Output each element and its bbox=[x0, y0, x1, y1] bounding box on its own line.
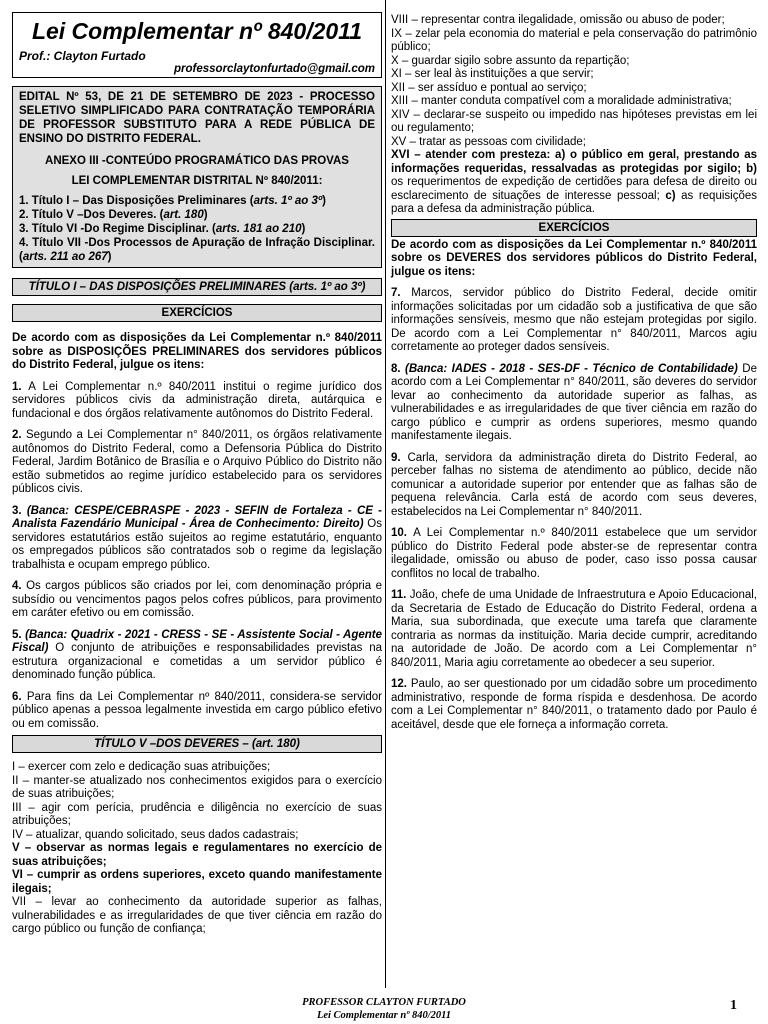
question-8: 8. (Banca: IADES - 2018 - SES-DF - Técnico de Contabilidade) De acordo com a Lei Complementar n° 840/2011, são deveres do servidor levar ao conhecimento da autoridade superior as falhas, as vulnerabilidades e as irregularidades de que tiver ciência em razão do cargo público e cumprir as ordens superiores, mesmo quando manifestamente ilegais. bbox=[391, 362, 757, 442]
exercise-intro: De acordo com as disposições da Lei Complementar n.º 840/2011 sobre os DEVERES dos servidores públicos do Distrito Federal, julgue os itens: bbox=[391, 238, 757, 278]
duty-item: II – manter-se atualizado nos conhecimentos exigidos para o exercício de suas atribuições; bbox=[12, 774, 382, 800]
edital-heading: EDITAL Nº 53, DE 21 DE SETEMBRO DE 2023 - PROCESSO SELETIVO SIMPLIFICADO PARA CONTRATAÇÃO TEMPORÁRIA DE PROFESSOR SUBSTITUTO PARA A REDE PÚBLICA DE ENSINO DO DISTRITO FEDERAL. bbox=[19, 91, 375, 145]
question-12: 12. Paulo, ao ser questionado por um cidadão sobre um procedimento administrativo, responde de forma ríspida e desdenhosa. De acordo com a Lei Complementar n° 840/2011, o tratamento dado por Paulo é aceitável, desde que ele forneça a informação correta. bbox=[391, 678, 757, 731]
question-10: 10. A Lei Complementar n.º 840/2011 estabelece que um servidor público do Distrito Federal pode abster-se de representar contra ilegalidade, omissão ou abuso de poder, caso isso possa causar conflitos no local de trabalho. bbox=[391, 527, 758, 580]
section-title-preliminary: TÍTULO I – DAS DISPOSIÇÕES PRELIMINARES (arts. 1º ao 3º) bbox=[12, 278, 382, 296]
left-column bbox=[12, 0, 382, 937]
duty-item: VII – levar ao conhecimento da autoridade superior as falhas, vulnerabilidades e as irregularidades de que tiver ciência em razão do cargo público ou função de confiança; bbox=[12, 896, 382, 935]
professor-name: Prof.: Clayton Furtado bbox=[19, 49, 146, 63]
duty-item-xvi: XVI – atender com presteza: a) o público em geral, prestando as informações requeridas, ressalvadas as protegidas por sigilo; b) os requerimentos de expedição de certidões para defesa de direito ou esclarecimento de situações de interesse pessoal; c) as requisições para a defesa da administração pública. bbox=[391, 149, 757, 215]
question-5: 5. (Banca: Quadrix - 2021 - CRESS - SE - Assistente Social - Agente Fiscal) O conjunto de atribuições e responsabilidades previstas na estrutura organizacional e cometidas a um servidor público é denominado função pública. bbox=[12, 628, 383, 681]
syllabus-item: 3. Título VI -Do Regime Disciplinar. (arts. 181 ao 210) bbox=[19, 223, 306, 235]
question-1: 1. A Lei Complementar n.º 840/2011 institui o regime jurídico dos servidores públicos civis da administração direta, autárquica e fundacional e dos órgãos relativamente autônomos do Distrito Federal. bbox=[12, 380, 382, 420]
question-4: 4. Os cargos públicos são criados por lei, com denominação própria e subsídio ou vencimentos pagos pelos cofres públicos, para provimento em caráter efetivo ou em comissão. bbox=[12, 580, 382, 619]
duty-item: VIII – representar contra ilegalidade, omissão ou abuso de poder; bbox=[391, 14, 725, 26]
duty-item: III – agir com perícia, prudência e diligência no exercício de suas atribuições; bbox=[12, 801, 382, 827]
syllabus-item: 4. Título VII -Dos Processos de Apuração de Infração Disciplinar. (arts. 211 ao 267) bbox=[19, 237, 375, 263]
syllabus-item: 2. Título V –Dos Deveres. (art. 180) bbox=[19, 209, 208, 221]
duty-item: I – exercer com zelo e dedicação suas atribuições; bbox=[12, 761, 271, 773]
duty-item: X – guardar sigilo sobre assunto da repartição; bbox=[391, 54, 630, 67]
question-11: 11. João, chefe de uma Unidade de Infraestrutura e Apoio Educacional, da Secretaria de Estado de Educação do Distrito Federal, ordena a Maria, sua subordinada, que execute uma tarefa que claramente contraria as normas da instituição. Maria decide cumprir, acreditando na autoridade de João. De acordo com a Lei Complementar n° 840/2011, Maria agiu corretamente ao obedecer a seu superior. bbox=[391, 589, 757, 669]
duty-item: IX – zelar pela economia do material e pela conservação do patrimônio público; bbox=[391, 27, 757, 53]
footer-author: PROFESSOR CLAYTON FURTADO bbox=[302, 997, 466, 1008]
question-3: 3. (Banca: CESPE/CEBRASPE - 2023 - SEFIN de Fortaleza - CE - Analista Fazendário Municipal - Área de Conhecimento: Direito) Os servidores estatutários estão sujeitos ao regime estatutário, enquanto os empregados públicos são contratados sob o regime da legislação trabalhista e ocupam emprego público. bbox=[12, 504, 382, 571]
page-number: 1 bbox=[730, 998, 737, 1013]
footer-subject: Lei Complementar nº 840/2011 bbox=[316, 1010, 452, 1021]
duty-item: XIV – declarar-se suspeito ou impedido nas hipóteses previstas em lei ou regulamento; bbox=[391, 108, 757, 134]
exercises-header: EXERCÍCIOS bbox=[12, 304, 382, 322]
duty-item: VI – cumprir as ordens superiores, exceto quando manifestamente ilegais; bbox=[12, 869, 382, 895]
duty-item: V – observar as normas legais e regulamentares no exercício de suas atribuições; bbox=[12, 842, 382, 868]
question-7: 7. Marcos, servidor público do Distrito Federal, decide omitir informações solicitadas por um cidadão sob a justificativa de que são informações sensíveis, mesmo que não estejam protegidas por sigilo. De acordo com a Lei Complementar n° 840/2011, Marcos agiu corretamente ao proteger dados sensíveis. bbox=[391, 287, 757, 353]
right-column bbox=[391, 14, 757, 732]
duty-item: XI – ser leal às instituições a que servir; bbox=[391, 68, 594, 80]
question-2: 2. Segundo a Lei Complementar n° 840/2011, os órgãos relativamente autônomos do Distrito Federal, como a Defensoria Pública do Distrito Federal, Jardim Botânico de Brasília e o Arquivo Público do Distrito não estão submetidos ao regime jurídico estabelecido para os servidores públicos civis. bbox=[12, 429, 382, 495]
edital-box bbox=[12, 86, 382, 268]
duty-item: XII – ser assíduo e pontual ao serviço; bbox=[391, 81, 587, 94]
column-divider bbox=[385, 0, 386, 988]
annex-title: ANEXO III -CONTEÚDO PROGRAMÁTICO DAS PROVAS bbox=[45, 155, 349, 167]
law-title: LEI COMPLEMENTAR DISTRITAL Nº 840/2011: bbox=[71, 175, 323, 187]
exercises-header: EXERCÍCIOS bbox=[391, 219, 757, 237]
section-title-duties: TÍTULO V –DOS DEVERES – (art. 180) bbox=[12, 735, 382, 753]
page-footer bbox=[0, 996, 768, 1022]
document-title: Lei Complementar nº 840/2011 bbox=[31, 18, 363, 44]
syllabus-list bbox=[19, 194, 375, 264]
duty-item: XIII – manter conduta compatível com a moralidade administrativa; bbox=[391, 95, 732, 107]
question-6: 6. Para fins da Lei Complementar nº 840/2011, considera-se servidor público apenas a pessoa legalmente investida em cargo público efetivo ou em comissão. bbox=[12, 690, 382, 730]
duty-item: XV – tratar as pessoas com civilidade; bbox=[391, 135, 586, 148]
professor-email: professorclaytonfurtado@gmail.com bbox=[174, 63, 375, 75]
question-9: 9. Carla, servidora da administração direta do Distrito Federal, ao perceber falhas no sistema de atendimento ao público, decide não comunicar a autoridade superior por entender que as falhas são de pequena relevância. Carla está de acordo com seus deveres, estabelecidos na Lei Complementar n° 840/2011. bbox=[391, 451, 757, 518]
title-box bbox=[12, 12, 382, 78]
duty-item: IV – atualizar, quando solicitado, seus dados cadastrais; bbox=[12, 828, 299, 841]
exercise-intro: De acordo com as disposições da Lei Complementar n.º 840/2011 sobre as DISPOSIÇÕES PRELIMINARES dos servidores públicos do Distrito Federal, julgue os itens: bbox=[12, 332, 382, 371]
duties-list-right bbox=[391, 14, 757, 217]
duties-list-left bbox=[12, 761, 382, 937]
syllabus-item: 1. Título I – Das Disposições Preliminares (arts. 1º ao 3º) bbox=[19, 195, 326, 207]
